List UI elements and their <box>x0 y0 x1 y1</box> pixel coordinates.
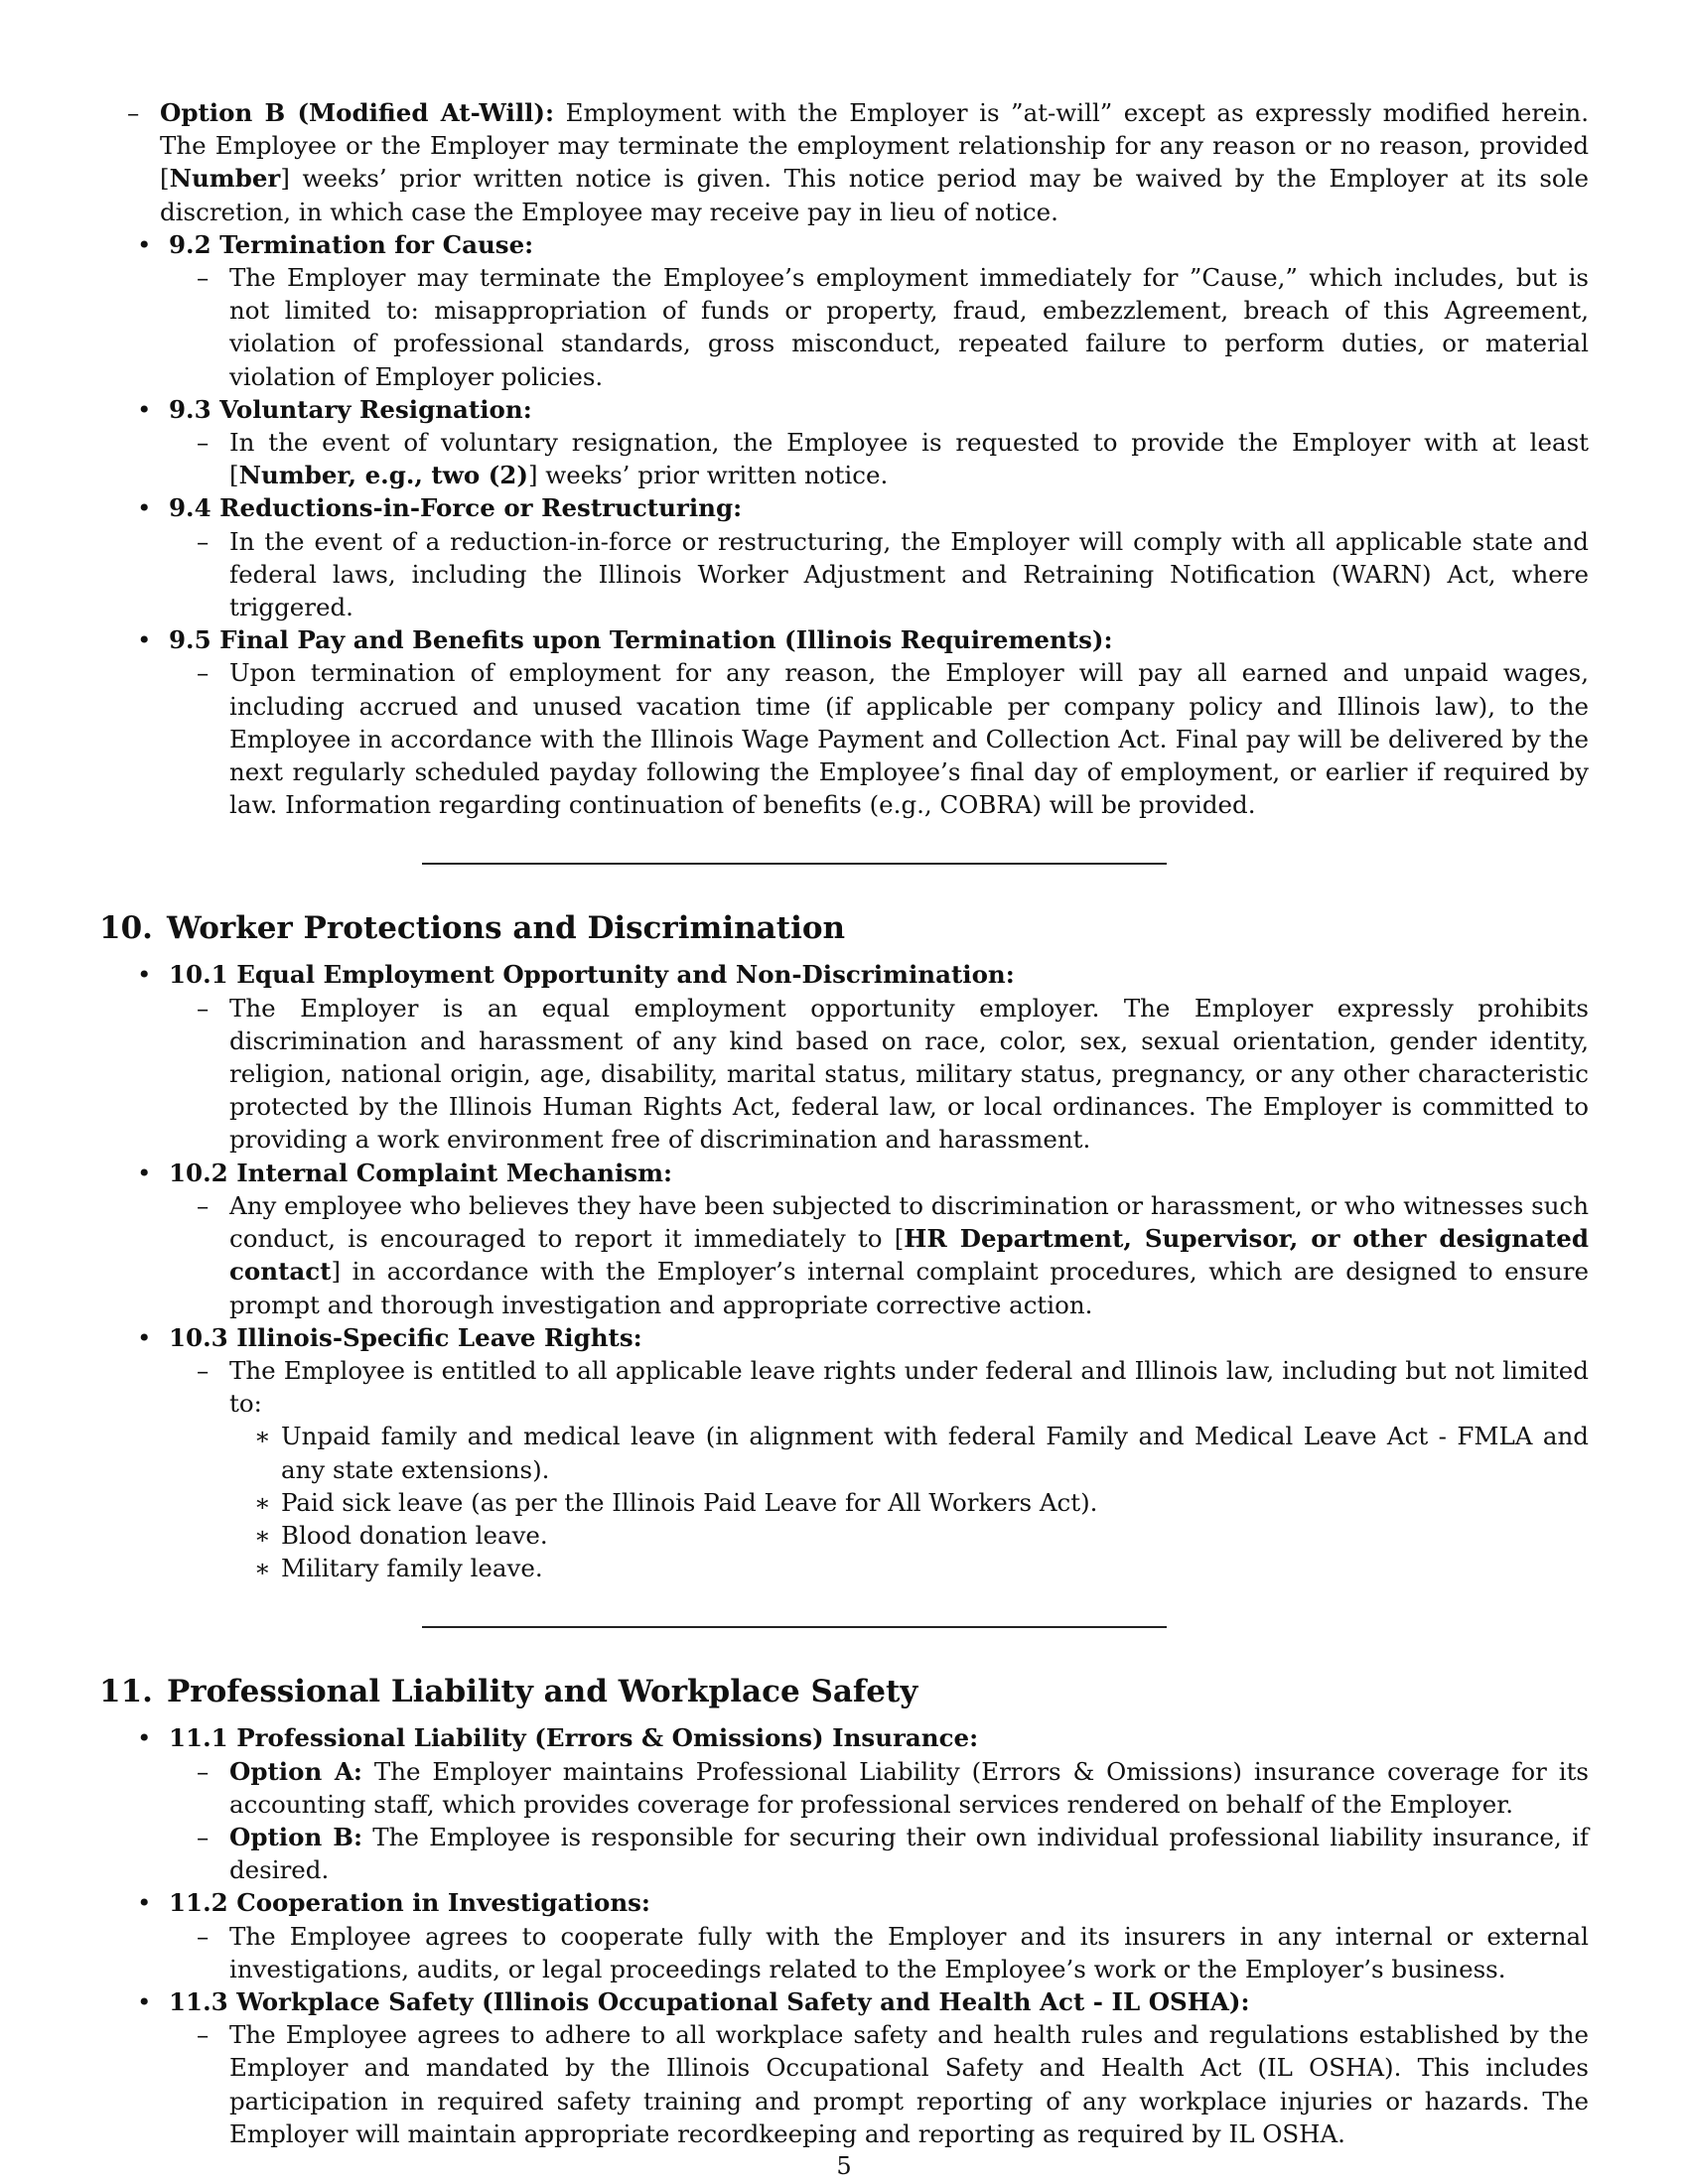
list-item-9-5 <box>99 623 1589 821</box>
item-text: – The Employee is entitled to all applicable leave rights under federal and Illinois law, including but not limited to: ∗ Unpaid family and medical leave (in alignment with federal Family and Medical Leave Act - FMLA and any state extensions). ∗ Paid sick leave (as per the Illinois Paid Leave for All Workers Act). ∗ Blood donation leave. ∗ Military family leave. <box>169 1354 1589 1584</box>
item-title: 10.1 Equal Employment Opportunity and Non-Discrimination: <box>169 960 1015 990</box>
page-number: 5 <box>836 2152 852 2180</box>
item-text: – The Employer may terminate the Employee’s employment immediately for ”Cause,” which includes, but is not limited to: misappropriation of funds or property, fraud, embezzlement, breach of this Agreement, violation of professional standards, gross misconduct, repeated failure to perform duties, or material violation of Employer policies. <box>169 261 1589 393</box>
item-title: 11.1 Professional Liability (Errors & Omissions) Insurance: <box>169 1723 979 1753</box>
list-item-10-2 <box>99 1157 1589 1321</box>
list-item: ∗ Blood donation leave. <box>229 1519 1589 1552</box>
item-text: – Upon termination of employment for any reason, the Employer will pay all earned and unpaid wages, including accrued and unused vacation time (if applicable per company policy and Illinois law), to the Employee in accordance with the Illinois Wage Payment and Collection Act. Final pay will be delivered by the next regularly scheduled payday following the Employee’s final day of employment, or earlier if required by law. Information regarding continuation of benefits (e.g., COBRA) will be provided. <box>169 656 1589 821</box>
item-title: 10.2 Internal Complaint Mechanism: <box>169 1158 673 1187</box>
list-item-10-3 <box>99 1321 1589 1585</box>
list-item-10-1 <box>99 958 1589 1156</box>
list-item-9-3 <box>99 393 1589 492</box>
item-text: – In the event of voluntary resignation, the Employee is requested to provide the Employer with at least [Number, e.g., two (2)] weeks’ prior written notice. <box>169 426 1589 491</box>
item-title: 9.2 Termination for Cause: <box>169 229 534 259</box>
item-title: 11.2 Cooperation in Investigations: <box>169 1888 650 1918</box>
option-a: – Option A: The Employer maintains Professional Liability (Errors & Omissions) insurance coverage for its accounting staff, which provides coverage for professional services rendered on behalf of the Employer. <box>169 1755 1589 1821</box>
section-divider <box>422 1626 1167 1628</box>
list-item: ∗ Unpaid family and medical leave (in alignment with federal Family and Medical Leave Act - FMLA and any state extensions). <box>229 1420 1589 1485</box>
section-9-list <box>99 228 1589 822</box>
item-title: 9.3 Voluntary Resignation: <box>169 394 532 424</box>
item-title: 10.3 Illinois-Specific Leave Rights: <box>169 1322 642 1352</box>
section-11-list <box>99 1721 1589 2150</box>
list-item: ∗ Military family leave. <box>229 1552 1589 1584</box>
item-text: – Any employee who believes they have been subjected to discrimination or harassment, or who witnesses such conduct, is encouraged to report it immediately to [HR Department, Supervisor, or other designated contact] in accordance with the Employer’s internal complaint procedures, which are designed to ensure prompt and thorough investigation and appropriate corrective action. <box>169 1189 1589 1321</box>
list-item-11-1 <box>99 1721 1589 1886</box>
section-11-heading: 11. Professional Liability and Workplace Safety <box>99 1674 918 1710</box>
list-item: ∗ Paid sick leave (as per the Illinois Paid Leave for All Workers Act). <box>229 1486 1589 1519</box>
item-text: – The Employee agrees to adhere to all workplace safety and health rules and regulations established by the Employer and mandated by the Illinois Occupational Safety and Health Act (IL OSHA). This includes participation in required safety training and prompt reporting of any workplace injuries or hazards. The Employer will maintain appropriate recordkeeping and reporting as required by IL OSHA. <box>169 2018 1589 2150</box>
item-text: – The Employer is an equal employment opportunity employer. The Employer expressly prohibits discrimination and harassment of any kind based on race, color, sex, sexual orientation, gender identity, religion, national origin, age, disability, marital status, military status, pregnancy, or any other characteristic protected by the Illinois Human Rights Act, federal law, or local ordinances. The Employer is committed to providing a work environment free of discrimination and harassment. <box>169 992 1589 1157</box>
section-10-heading: 10. Worker Protections and Discrimination <box>99 910 846 947</box>
option-b: – Option B: The Employee is responsible for securing their own individual professional liability insurance, if desired. <box>169 1821 1589 1886</box>
list-item-11-3 <box>99 1985 1589 2150</box>
list-item-11-2 <box>99 1886 1589 1985</box>
item-text: – In the event of a reduction-in-force or restructuring, the Employer will comply with all applicable state and federal laws, including the Illinois Worker Adjustment and Retraining Notification (WARN) Act, where triggered. <box>169 525 1589 624</box>
list-item-9-4 <box>99 491 1589 623</box>
list-item-9-2 <box>99 228 1589 393</box>
item-title: 9.5 Final Pay and Benefits upon Termination (Illinois Requirements): <box>169 625 1113 655</box>
option-b-at-will: – Option B (Modified At-Will): Employment with the Employer is ”at-will” except as expressly modified herein. The Employee or the Employer may terminate the employment relationship for any reason or no reason, provided [Number] weeks’ prior written notice is given. This notice period may be waived by the Employer at its sole discretion, in which case the Employee may receive pay in lieu of notice. <box>99 96 1589 228</box>
leave-rights-list <box>229 1420 1589 1584</box>
section-divider <box>422 863 1167 865</box>
section-9-continued <box>99 96 1589 228</box>
item-text: – The Employee agrees to cooperate fully with the Employer and its insurers in any internal or external investigations, audits, or legal proceedings related to the Employee’s work or the Employer’s business. <box>169 1920 1589 1985</box>
section-10-list <box>99 958 1589 1584</box>
item-title: 9.4 Reductions-in-Force or Restructuring: <box>169 493 743 523</box>
item-title: 11.3 Workplace Safety (Illinois Occupational Safety and Health Act - IL OSHA): <box>169 1986 1250 2016</box>
option-b-label: Option B (Modified At-Will): <box>160 98 555 127</box>
document-page <box>99 96 1589 2150</box>
